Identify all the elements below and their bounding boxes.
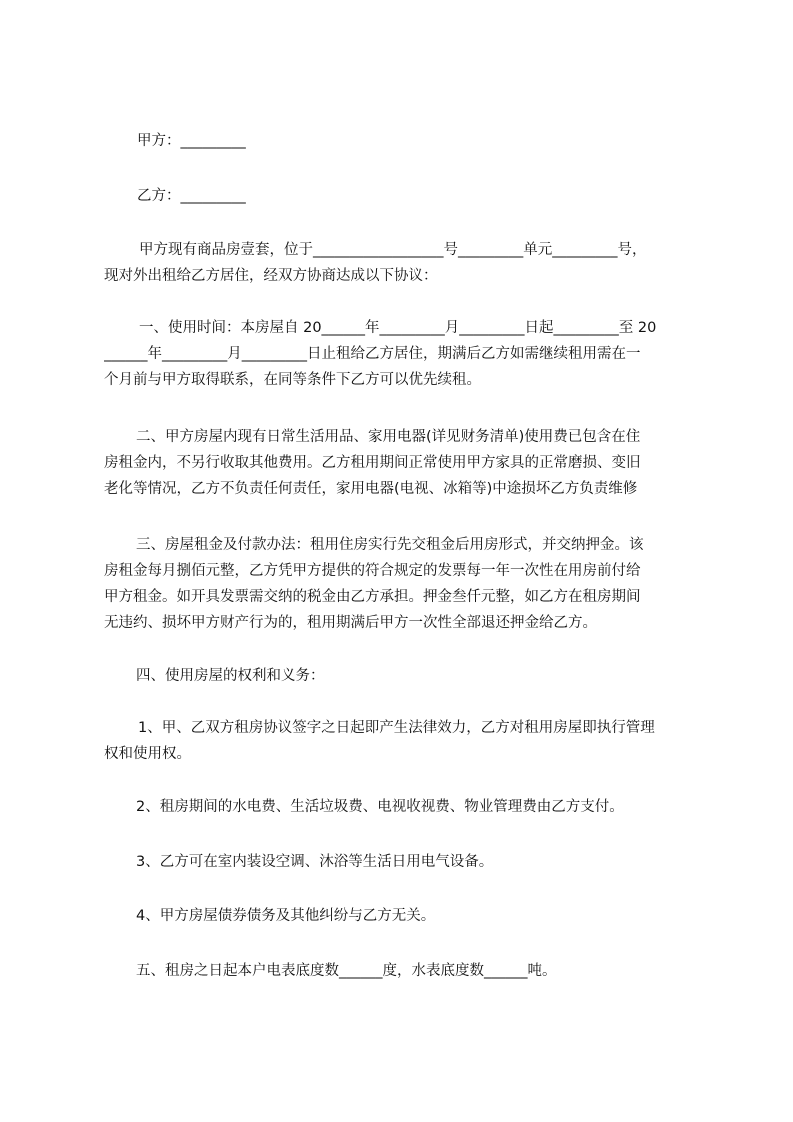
section2-line-2: 房租金内，不另行收取其他费用。乙方租用期间正常使用甲方家具的正常磨损、变旧 [104,455,641,471]
item4-line: 4、甲方房屋债券债务及其他纠纷与乙方无关。 [136,908,436,924]
section5-line: 五、租房之日起本户电表底度数______度，水表底度数______吨。 [136,963,557,979]
item2-line: 2、租房期间的水电费、生活垃圾费、电视收视费、物业管理费由乙方支付。 [136,799,624,815]
item1-line-2: 权和使用权。 [104,746,191,762]
item3-line: 3、乙方可在室内装设空调、沐浴等生活日用电气设备。 [136,854,494,870]
section3-line-3: 甲方租金。如开具发票需交纳的税金由乙方承担。押金叁仟元整，如乙方在租房期间 [104,589,641,605]
section2-line-1: 二、甲方房屋内现有日常生活用品、家用电器(详见财务清单)使用费已包含在住 [136,429,641,445]
section1-line-1: 一、使用时间：本房屋自 20______年_________月_________日起_________至 20 [139,320,657,336]
party-a-line: 甲方：_________ [137,133,246,149]
section1-line-3: 个月前与甲方取得联系，在同等条件下乙方可以优先续租。 [104,372,481,388]
intro-line-2: 现对外出租给乙方居住，经双方协商达成以下协议： [104,268,438,284]
section2-line-3: 老化等情况，乙方不负责任何责任，家用电器(电视、冰箱等)中途损坏乙方负责维修 [104,481,638,497]
intro-line-1: 甲方现有商品房壹套，位于__________________号_________单元_________号， [139,242,647,258]
section3-line-1: 三、房屋租金及付款办法：租用住房实行先交租金后用房形式，并交纳押金。该 [136,537,644,553]
party-b-line: 乙方：_________ [137,188,246,204]
item1-line-1: 1、甲、乙双方租房协议签字之日起即产生法律效力，乙方对租用房屋即执行管理 [138,720,655,736]
section3-line-2: 房租金每月捌佰元整，乙方凭甲方提供的符合规定的发票每一年一次性在用房前付给 [104,563,641,579]
section4-title: 四、使用房屋的权利和义务： [136,668,325,684]
section3-line-4: 无违约、损坏甲方财产行为的，租用期满后甲方一次性全部退还押金给乙方。 [104,615,597,631]
section1-line-2: ______年_________月_________日止租给乙方居住，期满后乙方如需继续租用需在一 [104,346,641,362]
